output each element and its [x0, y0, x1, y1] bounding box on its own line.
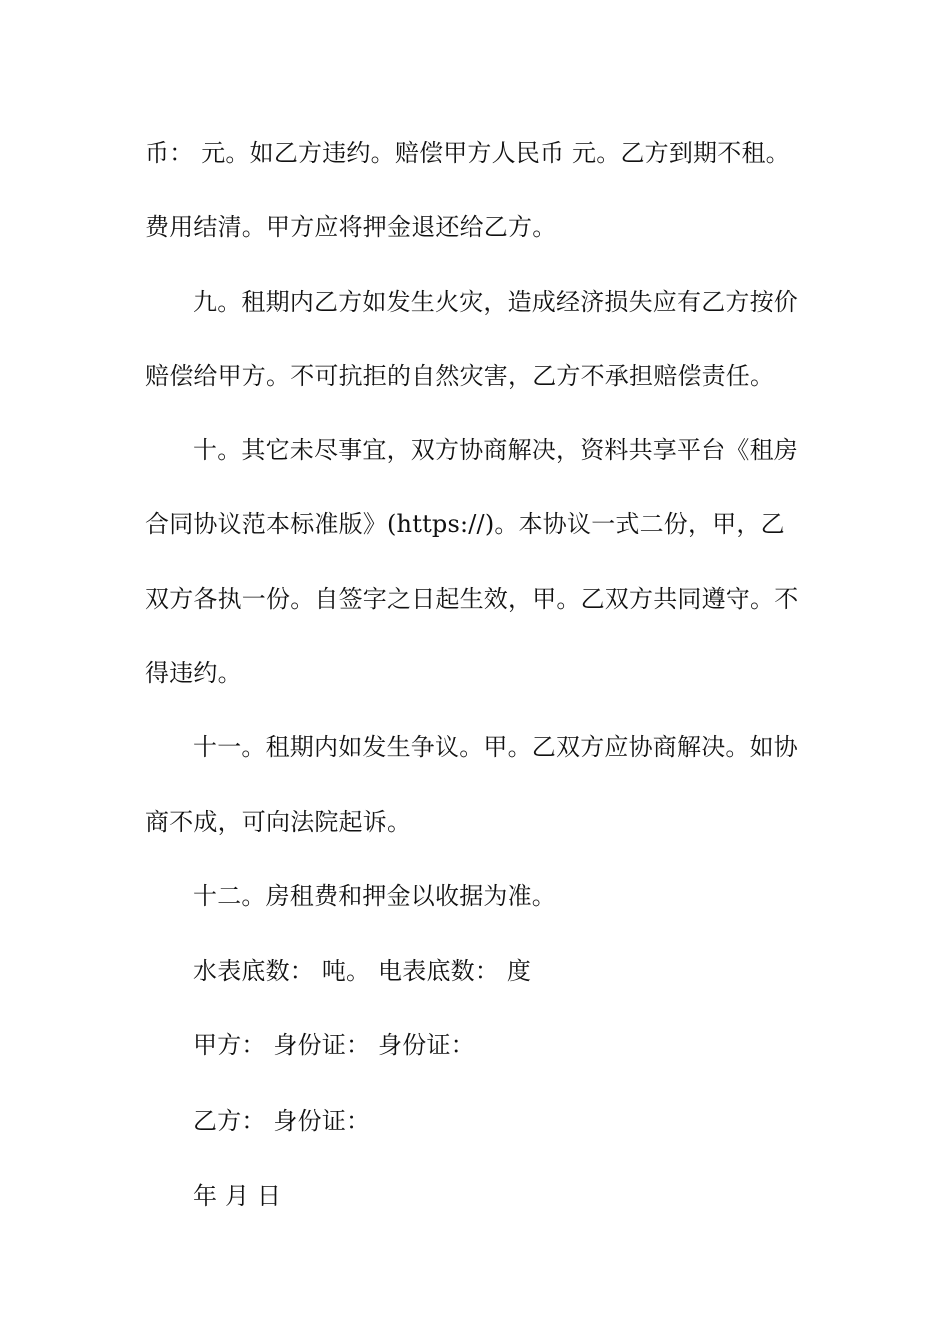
clause-10-line-3: 双方各执一份。自签字之日起生效，甲。乙双方共同遵守。不 — [145, 585, 799, 613]
clause-10-line-4: 得违约。 — [145, 659, 242, 687]
party-b-signature-line: 乙方： 身份证： — [193, 1107, 371, 1135]
clause-11-line-2: 商不成，可向法院起诉。 — [145, 808, 412, 836]
clause-9-line-1: 九。租期内乙方如发生火灾，造成经济损失应有乙方按价 — [193, 288, 798, 316]
meter-readings-line: 水表底数： 吨。 电表底数： 度 — [193, 957, 532, 985]
clause-10-line-2: 合同协议范本标准版》(https://)。本协议一式二份，甲，乙 — [145, 510, 785, 538]
text-line-1: 币： 元。如乙方违约。赔偿甲方人民币 元。乙方到期不租。 — [145, 139, 790, 167]
party-a-signature-line: 甲方： 身份证： 身份证： — [193, 1031, 475, 1059]
text-line-2: 费用结清。甲方应将押金退还给乙方。 — [145, 213, 557, 241]
clause-12-line: 十二。房租费和押金以收据为准。 — [193, 882, 556, 910]
clause-9-line-2: 赔偿给甲方。不可抗拒的自然灾害，乙方不承担赔偿责任。 — [145, 362, 775, 390]
clause-11-line-1: 十一。租期内如发生争议。甲。乙双方应协商解决。如协 — [193, 733, 798, 761]
date-line: 年 月 日 — [193, 1182, 282, 1210]
clause-10-line-1: 十。其它未尽事宜，双方协商解决，资料共享平台《租房 — [193, 436, 798, 464]
